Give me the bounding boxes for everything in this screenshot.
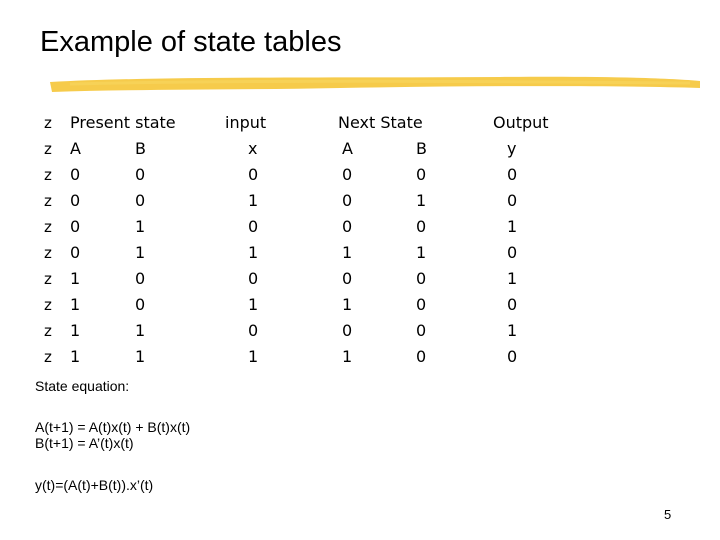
- slide-title: Example of state tables: [40, 26, 342, 58]
- table-cell: 0: [135, 165, 146, 184]
- table-cell: 0: [507, 191, 518, 210]
- table-row: [0, 266, 720, 292]
- subheader-present-a: A: [70, 139, 81, 158]
- bullet-icon: z: [44, 218, 52, 236]
- table-cell: 0: [70, 165, 81, 184]
- bullet-icon: z: [44, 322, 52, 340]
- table-cell: 0: [135, 295, 146, 314]
- table-cell: 0: [135, 269, 146, 288]
- table-cell: 1: [135, 243, 146, 262]
- table-cell: 0: [342, 165, 353, 184]
- state-equation-heading: State equation:: [35, 378, 130, 394]
- table-row: [0, 240, 720, 266]
- table-cell: 1: [507, 321, 518, 340]
- table-cell: 0: [248, 217, 259, 236]
- table-cell: 1: [342, 295, 353, 314]
- table-cell: 1: [248, 347, 259, 366]
- table-cell: 0: [248, 269, 259, 288]
- header-input: input: [225, 113, 267, 132]
- table-cell: 1: [248, 243, 259, 262]
- title-underline-brush: [40, 68, 705, 98]
- table-cell: 1: [507, 269, 518, 288]
- equation-y: y(t)=(A(t)+B(t)).x’(t): [35, 477, 154, 493]
- bullet-icon: z: [44, 296, 52, 314]
- table-cell: 0: [507, 243, 518, 262]
- table-cell: 1: [416, 191, 427, 210]
- table-cell: 1: [342, 347, 353, 366]
- subheader-output-y: y: [507, 139, 517, 158]
- table-cell: 1: [416, 243, 427, 262]
- table-cell: 0: [507, 347, 518, 366]
- table-cell: 0: [135, 191, 146, 210]
- table-cell: 1: [70, 347, 81, 366]
- table-cell: 0: [342, 321, 353, 340]
- subheader-next-a: A: [342, 139, 353, 158]
- table-cell: 0: [416, 295, 427, 314]
- header-present-state: Present state: [70, 113, 176, 132]
- subheader-next-b: B: [416, 139, 427, 158]
- table-cell: 1: [507, 217, 518, 236]
- table-cell: 0: [416, 217, 427, 236]
- table-cell: 1: [135, 217, 146, 236]
- subheader-present-b: B: [135, 139, 146, 158]
- table-cell: 1: [70, 295, 81, 314]
- table-cell: 0: [70, 191, 81, 210]
- table-header-row: [0, 110, 720, 136]
- table-cell: 1: [135, 347, 146, 366]
- table-row: [0, 318, 720, 344]
- table-cell: 1: [342, 243, 353, 262]
- table-cell: 0: [248, 321, 259, 340]
- table-cell: 0: [416, 269, 427, 288]
- bullet-icon: z: [44, 244, 52, 262]
- table-cell: 0: [342, 269, 353, 288]
- table-cell: 0: [416, 321, 427, 340]
- table-cell: 1: [70, 269, 81, 288]
- table-cell: 0: [248, 165, 259, 184]
- table-cell: 0: [416, 165, 427, 184]
- equation-b: B(t+1) = A’(t)x(t): [35, 435, 134, 451]
- bullet-icon: z: [44, 140, 52, 158]
- bullet-icon: z: [44, 270, 52, 288]
- equation-a: A(t+1) = A(t)x(t) + B(t)x(t): [35, 419, 191, 435]
- table-row: [0, 214, 720, 240]
- table-cell: 0: [342, 217, 353, 236]
- table-cell: 1: [248, 191, 259, 210]
- table-cell: 0: [342, 191, 353, 210]
- bullet-icon: z: [44, 192, 52, 210]
- table-cell: 1: [248, 295, 259, 314]
- bullet-icon: z: [44, 348, 52, 366]
- table-cell: 0: [507, 165, 518, 184]
- table-body: [0, 162, 720, 370]
- page-number: 5: [664, 507, 672, 522]
- header-next-state: Next State: [338, 113, 423, 132]
- table-cell: 0: [507, 295, 518, 314]
- header-output: Output: [493, 113, 549, 132]
- table-cell: 0: [70, 243, 81, 262]
- table-cell: 1: [70, 321, 81, 340]
- table-row: [0, 162, 720, 188]
- table-row: [0, 344, 720, 370]
- bullet-icon: z: [44, 166, 52, 184]
- table-cell: 0: [70, 217, 81, 236]
- subheader-input-x: x: [248, 139, 258, 158]
- bullet-icon: z: [44, 114, 52, 132]
- table-cell: 1: [135, 321, 146, 340]
- table-cell: 0: [416, 347, 427, 366]
- table-row: [0, 188, 720, 214]
- table-subheader-row: [0, 136, 720, 162]
- state-table: [0, 110, 720, 370]
- table-row: [0, 292, 720, 318]
